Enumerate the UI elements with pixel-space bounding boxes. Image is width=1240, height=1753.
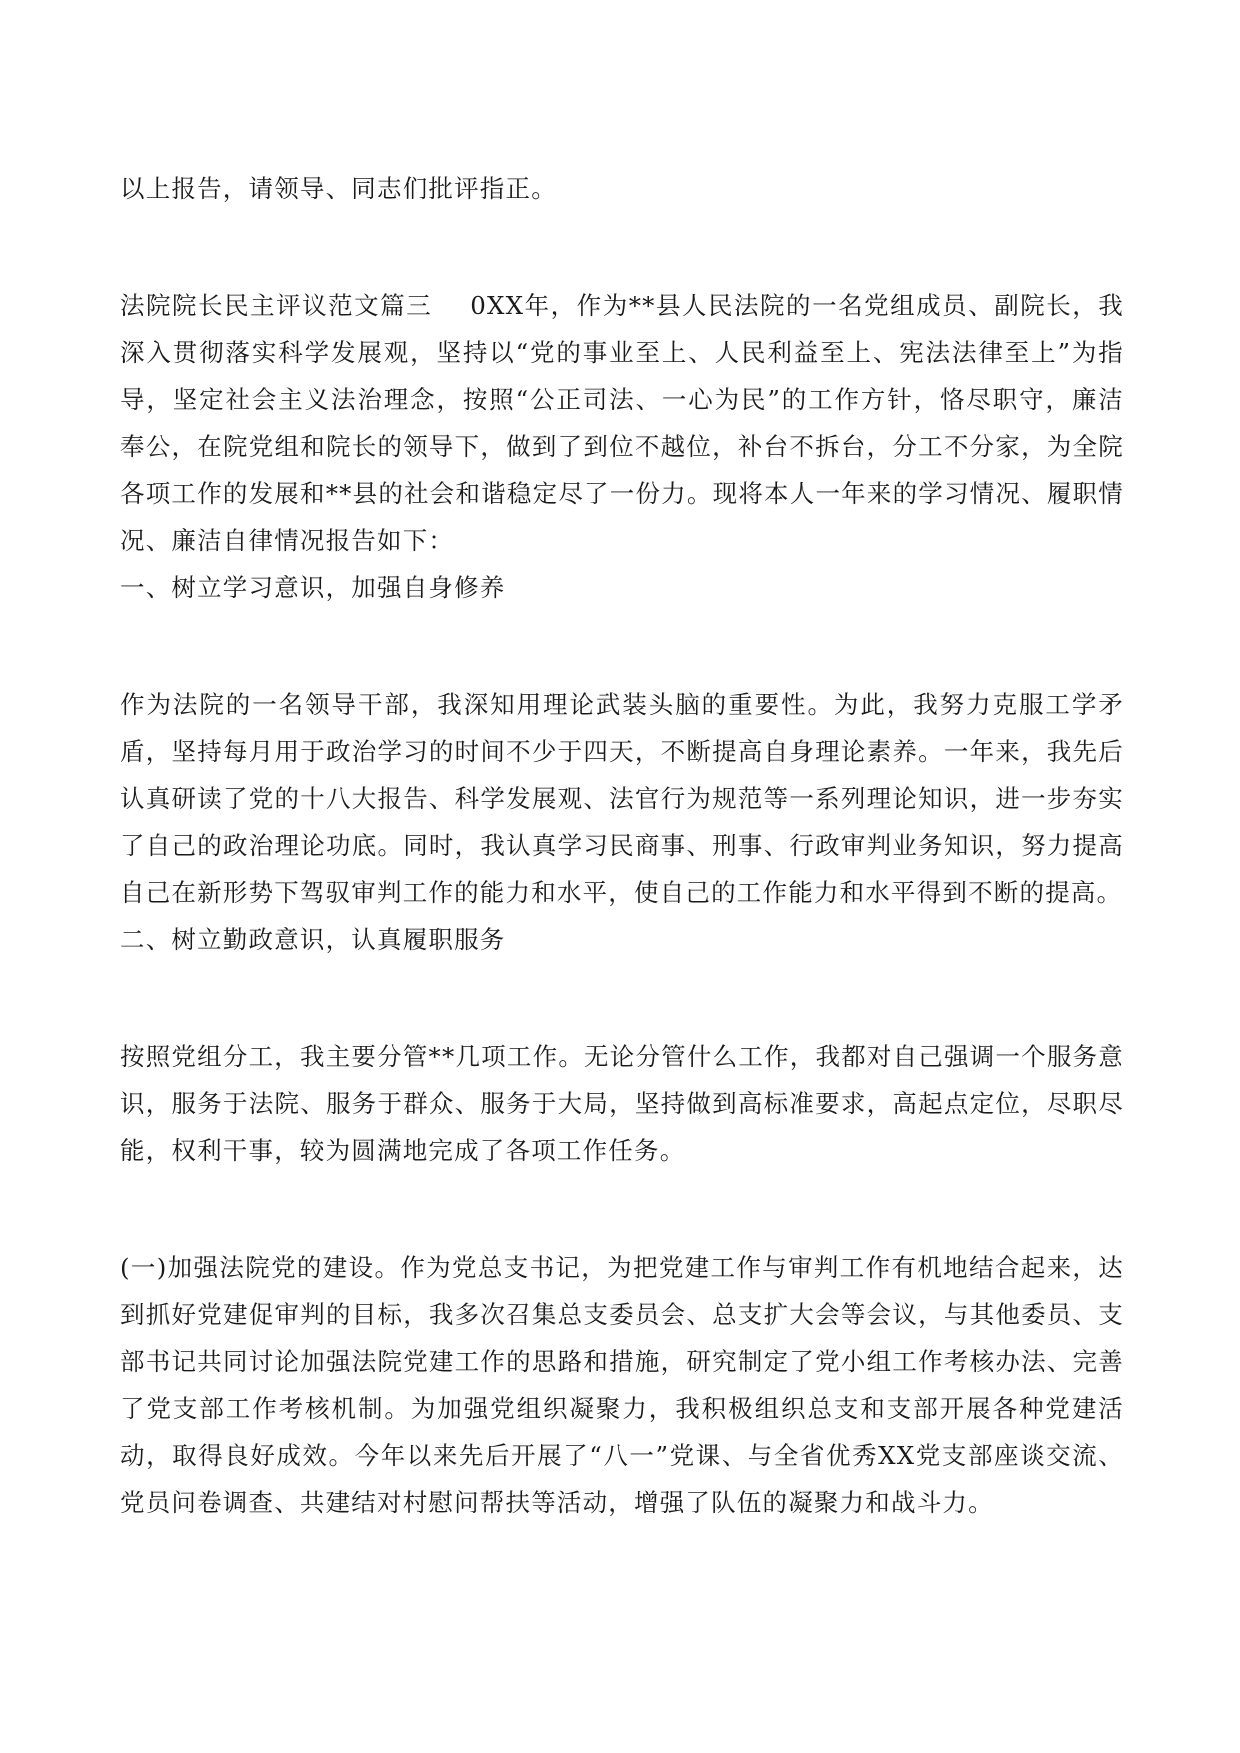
closing-line: 以上报告，请领导、同志们批评指正。: [120, 174, 557, 203]
heading-2: 二、树立勤政意识，认真履职服务: [120, 925, 506, 954]
document-body: [120, 165, 1124, 1526]
paragraph-2: 按照党组分工，我主要分管**几项工作。无论分管什么工作，我都对自己强调一个服务意识，服务于法院、服务于群众、服务于大局，坚持做到高标准要求，高起点定位，尽职尽能，权利干事，较为圆满地完成了各项工作任务。: [120, 1042, 1124, 1165]
intro-text: 0XX年，作为**县人民法院的一名党组成员、副院长，我深入贯彻落实科学发展观，坚持以“党的事业至上、人民利益至上、宪法法律至上”为指导，坚定社会主义法治理念，按照“公正司法、一心为民”的工作方针，恪尽职守，廉洁奉公，在院党组和院长的领导下，做到了到位不越位，补台不拆台，分工不分家，为全院各项工作的发展和**县的社会和谐稳定尽了一份力。现将本人一年来的学习情况、履职情况、廉洁自律情况报告如下：: [120, 291, 1124, 555]
heading-1: 一、树立学习意识，加强自身修养: [120, 573, 506, 602]
paragraph-3: (一)加强法院党的建设。作为党总支书记，为把党建工作与审判工作有机地结合起来，达到抓好党建促审判的目标，我多次召集总支委员会、总支扩大会等会议，与其他委员、支部书记共同讨论加强法院党建工作的思路和措施，研究制定了党小组工作考核办法、完善了党支部工作考核机制。为加强党组织凝聚力，我积极组织总支和支部开展各种党建活动，取得良好成效。今年以来先后开展了“八一”党课、与全省优秀XX党支部座谈交流、党员问卷调查、共建结对村慰问帮扶等活动，增强了队伍的凝聚力和战斗力。: [120, 1253, 1124, 1517]
section-title: 法院院长民主评议范文篇三: [120, 291, 433, 320]
paragraph-1: 作为法院的一名领导干部，我深知用理论武装头脑的重要性。为此，我努力克服工学矛盾，坚持每月用于政治学习的时间不少于四天，不断提高自身理论素养。一年来，我先后认真研读了党的十八大报告、科学发展观、法官行为规范等一系列理论知识，进一步夯实了自己的政治理论功底。同时，我认真学习民商事、刑事、行政审判业务知识，努力提高自己在新形势下驾驭审判工作的能力和水平，使自己的工作能力和水平得到不断的提高。: [120, 690, 1124, 907]
intro-paragraph: [120, 282, 1124, 564]
